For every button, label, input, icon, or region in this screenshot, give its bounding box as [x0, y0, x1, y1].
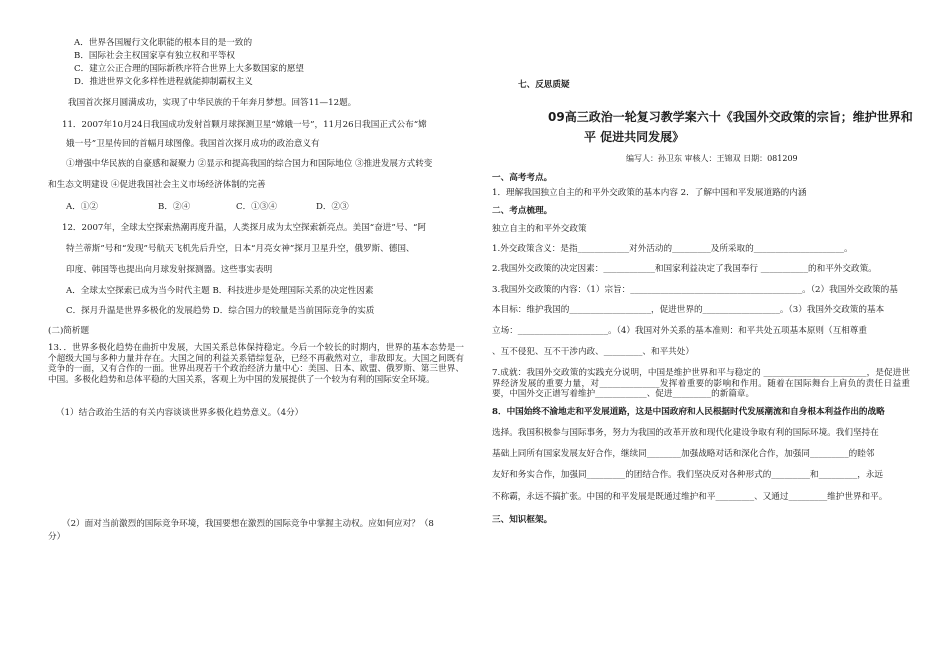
q13-part-2-line-2: 分） — [48, 532, 66, 542]
q11-option-d: D．②③ — [316, 202, 349, 212]
q11-option-c: C．①③④ — [236, 202, 277, 212]
q11-option-a: A．①② — [66, 202, 98, 212]
fill-line-1: 1.外交政策含义：是指____________对外活动的_________及所采取的_____________________。 — [492, 244, 853, 254]
fill-8-line-2: 选择。我国积极参与国际事务，努力为我国的改革开放和现代化建设争取有利的国际环境。我们坚持在 — [492, 428, 879, 438]
fill-line-4: 本目标：维护我国的___________________，促进世界的__________________。（3）我国外交政策的基本 — [492, 305, 885, 315]
document-title-line-2: 平 促进共同发展》 — [584, 130, 685, 144]
q12-line-2: 特兰蒂斯”号和“发现”号航天飞机先后升空，日本“月亮女神”探月卫星升空，俄罗斯、德国、 — [66, 244, 415, 254]
key-points: 1．理解我国独立自主的和平外交政策的基本内容 2．了解中国和平发展道路的内涵 — [492, 188, 807, 198]
q12-options-ab: A．全球太空探索已成为当今时代主题 B．科技进步是处理国际关系的决定性因素 — [66, 286, 374, 296]
q13-part-2-line-1: （2）面对当前激烈的国际竞争环境，我国要想在激烈的国际竞争中掌握主动权。应如何应对？（8 — [62, 519, 434, 529]
fill-paragraph-7: 7.成就：我国外交政策的实践充分说明，中国是维护世界和平与稳定的 ________________________，是促进世界经济发展的重要力量，对______________发挥着重要的影响和作用。随着在国际舞台上肩负的责任日益重要，中国外交正谱写着维护____________、促进_________的新篇章。 — [492, 368, 910, 400]
fill-8-line-5: 不称霸，永远不搞扩张。中国的和平发展是既通过维护和平_________、又通过_________维护世界和平。 — [492, 492, 888, 502]
q11-option-b: B．②④ — [158, 202, 191, 212]
option-c: C．建立公正合理的国际新秩序符合世界上大多数国家的愿望 — [74, 64, 305, 74]
subsection-title: 独立自主的和平外交政策 — [492, 224, 587, 234]
fill-line-6: 、互不侵犯、互不干涉内政、_________、和平共处） — [492, 347, 694, 357]
fill-line-5: 立场：_____________________。（4）我国对外关系的基本准则：和平共处五项基本原则（互相尊重 — [492, 326, 867, 336]
option-a: A．世界各国履行文化职能的根本目的是一致的 — [74, 38, 253, 48]
q12-line-3: 印度、韩国等也提出向月球发射探测器。这些事实表明 — [66, 265, 273, 275]
option-b: B．国际社会主权国家享有独立权和平等权 — [74, 51, 236, 61]
fill-8-line-4: 友好和务实合作，加强同_________的团结合作。我们坚决反对各种形式的_________和_________，永远 — [492, 470, 884, 480]
fill-8-line-1: 8．中国始终不渝地走和平发展道路，这是中国政府和人民根据时代发展潮流和自身根本利益作出的战略 — [492, 407, 885, 417]
q11-line-2: 娥一号”卫星传回的首幅月球图像。我国首次探月成功的政治意义有 — [66, 139, 320, 149]
q12-line-1: 12．2007年，全球太空探索热潮再度升温，人类探月成为太空探索新亮点。美国“奋进”号、“阿 — [62, 223, 426, 233]
document-title-line-1: 09高三政治一轮复习教学案六十《我国外交政策的宗旨；维护世界和 — [548, 110, 913, 124]
fill-line-2: 2.我国外交政策的决定因素：____________和国家利益决定了我国奉行 ___________的和平外交政策。 — [492, 264, 877, 274]
q11-line-3: ①增强中华民族的自豪感和凝聚力 ②显示和提高我国的综合国力和国际地位 ③推进发展方式转变 — [66, 159, 433, 169]
q13-passage: 13．．世界多极化趋势在曲折中发展，大国关系总体保持稳定。今后一个较长的时期内，世界的基本态势是一个超级大国与多种力量并存在。大国之间的利益关系错综复杂，已经不再截然对立，非敌即友。大国之间既有竞争的一面，又有合作的一面。世界出现若干个政治经济力量中心：美国、日本、欧盟、俄罗斯、第三世界、中国。多极化趋势和总体平稳的大国关系，客观上为中国的发展提供了一个较为有利的国际安全环境。 — [48, 343, 464, 386]
section-analysis-title: (二)简析题 — [48, 326, 90, 336]
q11-line-4: 和生态文明建设 ④促进我国社会主义市场经济体制的完善 — [48, 180, 266, 190]
section-3-heading: 三、知识框架。 — [492, 515, 553, 525]
section-2-heading: 二、考点梳理。 — [492, 206, 553, 216]
q13-part-1: （1）结合政治生活的有关内容谈谈世界多极化趋势意义。（4分） — [56, 408, 304, 418]
option-d: D．推进世界文化多样性进程就能抑制霸权主义 — [74, 77, 253, 87]
section-1-heading: 一、高考考点。 — [492, 173, 553, 183]
q12-options-cd: C．探月升温是世界多极化的发展趋势 D．综合国力的较量是当前国际竞争的实质 — [66, 306, 375, 316]
reflection-heading: 七、反思质疑 — [518, 80, 570, 90]
group-intro: 我国首次探月圆满成功，实现了中华民族的千年奔月梦想。回答11—12题。 — [68, 98, 357, 108]
fill-8-line-3: 基础上同所有国家发展友好合作，继续同________加强战略对话和深化合作，加强同_________的睦邻 — [492, 449, 875, 459]
fill-line-3: 3.我国外交政策的内容：（1）宗旨：________________________________________。（2）我国外交政策的基 — [492, 285, 898, 295]
author-info: 编写人：孙卫东 审核人：王锦双 日期：081209 — [626, 154, 798, 163]
q11-line-1: 11．2007年10月24日我国成功发射首颗月球探测卫星“嫦娥一号”，11月26日我国正式公布“嫦 — [62, 120, 427, 130]
